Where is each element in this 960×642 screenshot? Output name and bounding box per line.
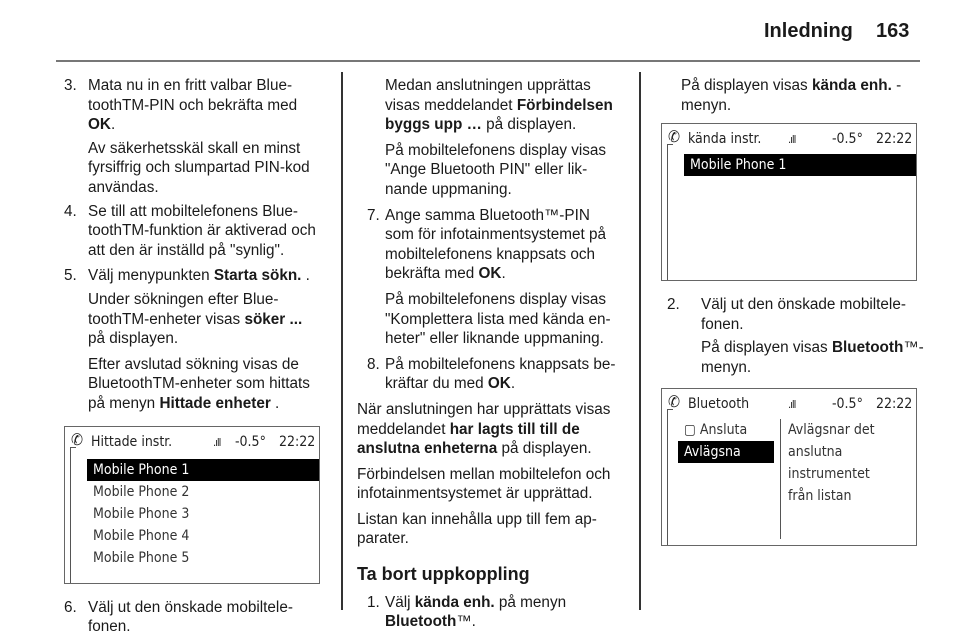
connection-established-note: Förbindelsen mellan mobiltelefon och infotainmentsystemet är upprättad. [357, 465, 611, 503]
list-item[interactable]: Mobile Phone 2 [93, 483, 190, 500]
column-2 [357, 76, 629, 632]
step-5: 5. Välj menypunkten Starta sökn. . [64, 267, 310, 285]
step-8: 8. På mobiltelefonens knappsats be- kräftar du med OK. [367, 355, 616, 393]
step-3: 3. Mata nu in en fritt valbar Blue- toothTM-PIN och bekräfta med OK. [64, 77, 298, 134]
step-2: 2. Välj ut den önskade mobiltele- fonen. [667, 296, 906, 333]
column-1 [64, 76, 326, 637]
menu-item-connect[interactable]: ▢ Ansluta [684, 421, 748, 438]
checkbox-icon: ▢ [684, 421, 700, 438]
signal-icon: .ıll [788, 397, 796, 411]
step-5-note-2: Efter avslutad sökning visas de BluetoothTM-enheter som hittats på menyn Hittade enheter . [88, 355, 310, 412]
phone-icon: ✆ [71, 429, 84, 449]
page-header [0, 0, 960, 62]
known-devices-note: På displayen visas kända enh. - menyn. [681, 77, 902, 114]
step-7-note: På mobiltelefonens display visas "Komplettera lista med kända en- heter" eller liknande uppmaning. [385, 290, 611, 348]
step-6: 6. Välj ut den önskade mobiltele- fonen. [64, 598, 293, 636]
connecting-note: Medan anslutningen upprättas visas meddelandet Förbindelsen byggs upp … på displayen. [385, 77, 613, 134]
menu-item-remove[interactable]: Avlägsna [678, 441, 774, 463]
column-3 [667, 76, 927, 546]
info-panel: Avlägsnar det anslutna instrumentet från listan [788, 421, 875, 504]
connected-note: När anslutningen har upprättats visas meddelandet har lagts till till de anslutna enheterna på displayen. [357, 400, 611, 458]
list-capacity-note: Listan kan innehålla upp till fem ap- parater. [357, 510, 597, 548]
step-4: 4. Se till att mobiltelefonens Blue- toothTM-funktion är aktiverad och att den är inställd på "synlig". [64, 202, 316, 259]
panel-divider [774, 419, 781, 539]
step-5-note-1: Under sökningen efter Blue- toothTM-enheter visas söker ... på displayen. [88, 290, 303, 348]
pin-prompt-note: På mobiltelefonens display visas "Ange Bluetooth PIN" eller lik- nande uppmaning. [385, 141, 607, 198]
list-item[interactable]: Mobile Phone 1 [87, 459, 319, 481]
phone-icon: ✆ [668, 391, 681, 411]
page-number: 163 [876, 20, 910, 42]
signal-icon: .ıll [213, 435, 221, 449]
column-divider-2 [639, 72, 641, 610]
step-2-note: På displayen visas Bluetooth™- menyn. [701, 339, 924, 376]
list-item[interactable]: Mobile Phone 5 [93, 549, 190, 566]
section-heading: Ta bort uppkoppling [357, 564, 530, 585]
display-found-devices: ✆ Hittade instr. .ıll -0.5° 22:22 Mobile Phone 1 Mobile Phone 2 Mobile Phone 3 Mobile Phone 4 Mobile Phone 5 [64, 426, 320, 584]
step-7: 7. Ange samma Bluetooth™-PIN som för infotainmentsystemet på mobiltelefonens knappsats och bekräfta med OK. [367, 206, 607, 283]
phone-icon: ✆ [668, 127, 681, 147]
list-item[interactable]: Mobile Phone 3 [93, 505, 190, 522]
step-3-note: Av säkerhetsskäl skall en minst fyrsiffrig och slumpartad PIN-kod användas. [88, 139, 310, 196]
section-title: Inledning [764, 20, 853, 42]
display-bluetooth-menu: ✆ Bluetooth .ıll -0.5° 22:22 ▢ Ansluta Avlägsna Avlägsnar det anslutna instrumentet från listan [661, 388, 917, 546]
list-item[interactable]: Mobile Phone 1 [684, 154, 916, 176]
list-item[interactable]: Mobile Phone 4 [93, 527, 190, 544]
remove-step-1: 1. Välj kända enh. på menyn Bluetooth™. [367, 593, 567, 631]
column-divider-1 [341, 72, 343, 610]
signal-icon: .ıll [788, 133, 796, 147]
header-rule [56, 60, 920, 62]
display-known-devices: ✆ kända instr. .ıll -0.5° 22:22 Mobile Phone 1 [661, 123, 917, 281]
